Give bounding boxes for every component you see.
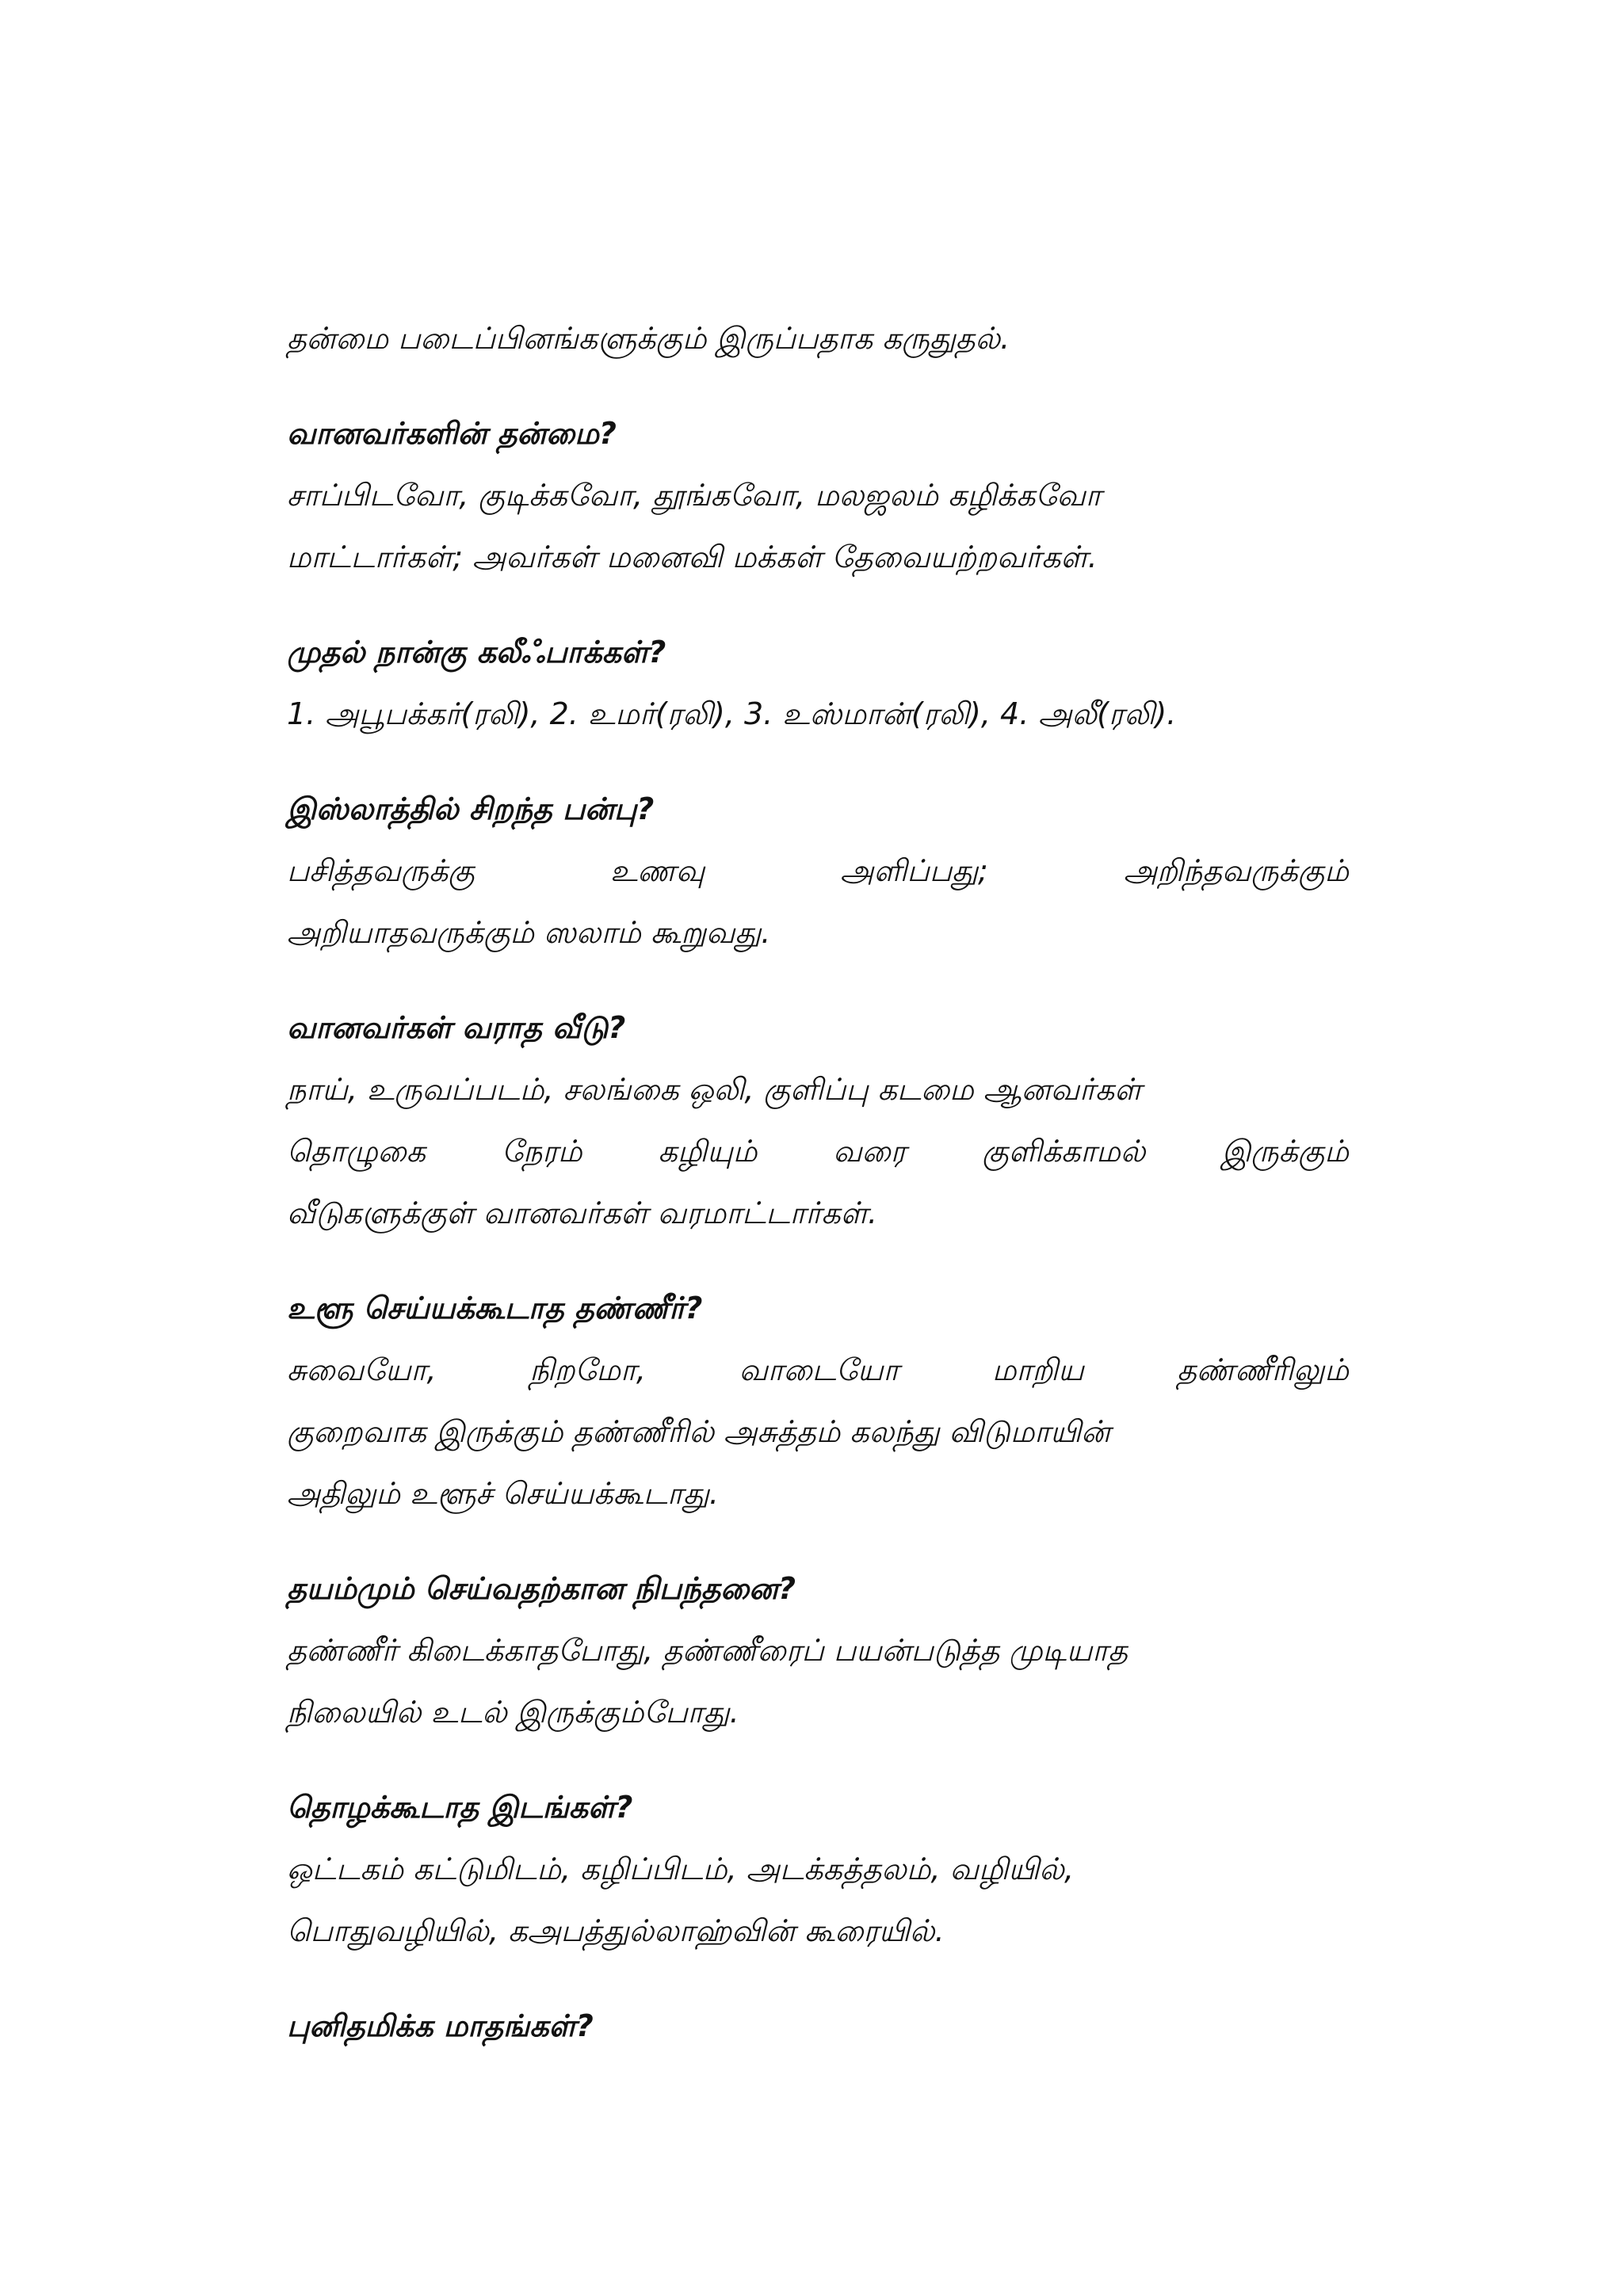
question-heading: வானவர்களின் தன்மை? [287, 416, 617, 451]
answer-line: சுவையோ, நிறமோ, வாடையோ மாறிய தண்ணீரிலும் [287, 1352, 1349, 1387]
question-heading: புனிதமிக்க மாதங்கள்? [287, 2008, 594, 2043]
answer-line: மாட்டார்கள்; அவர்கள் மனைவி மக்கள் தேவையற்றவர்கள். [287, 540, 1098, 574]
question-heading: உளூ செய்யக்கூடாத தண்ணீர்? [287, 1291, 703, 1325]
question-heading: வானவர்கள் வராத வீடு? [287, 1010, 626, 1045]
answer-line: நாய், உருவப்படம், சலங்கை ஒலி, குளிப்பு கடமை ஆனவர்கள் [287, 1072, 1142, 1107]
question-heading: இஸ்லாத்தில் சிறந்த பன்பு? [287, 791, 655, 826]
question-heading: தொழக்கூடாத இடங்கள்? [287, 1790, 633, 1825]
intro-text: தன்மை படைப்பினங்களுக்கும் இருப்பதாக கருதுதல். [287, 321, 1010, 356]
answer-line: குறைவாக இருக்கும் தண்ணீரில் அசுத்தம் கலந்து விடுமாயின் [287, 1414, 1111, 1449]
answer-line: ஒட்டகம் கட்டுமிடம், கழிப்பிடம், அடக்கத்தலம், வழியில், [287, 1852, 1075, 1886]
answer-line: தொழுகை நேரம் கழியும் வரை குளிக்காமல் இருக்கும் [287, 1134, 1349, 1169]
answer-line: பொதுவழியில், கஅபத்துல்லாஹ்வின் கூரையில். [287, 1913, 945, 1948]
question-heading: தயம்மும் செய்வதற்கான நிபந்தனை? [287, 1571, 796, 1606]
answer-line: அறியாதவருக்கும் ஸலாம் கூறுவது. [287, 915, 771, 950]
answer-line: வீடுகளுக்குள் வானவர்கள் வரமாட்டார்கள். [287, 1196, 878, 1230]
answer-line: சாப்பிடவோ, குடிக்கவோ, தூங்கவோ, மலஜலம் கழிக்கவோ [287, 478, 1102, 513]
answer-line: தண்ணீர் கிடைக்காதபோது, தண்ணீரைப் பயன்படுத்த முடியாத [287, 1633, 1128, 1668]
question-heading: முதல் நான்கு கலீஃபாக்கள்? [287, 635, 666, 669]
answer-line: 1. அபூபக்கர்(ரலி), 2. உமர்(ரலி), 3. உஸ்மான்(ரலி), 4. அலீ(ரலி). [287, 696, 1177, 731]
document-page [287, 307, 1349, 2057]
answer-line: அதிலும் உளூச் செய்யக்கூடாது. [287, 1476, 719, 1511]
answer-line: நிலையில் உடல் இருக்கும்போது. [287, 1695, 739, 1730]
answer-line: பசித்தவருக்கு உணவு அளிப்பது; அறிந்தவருக்கும் [287, 853, 1349, 888]
